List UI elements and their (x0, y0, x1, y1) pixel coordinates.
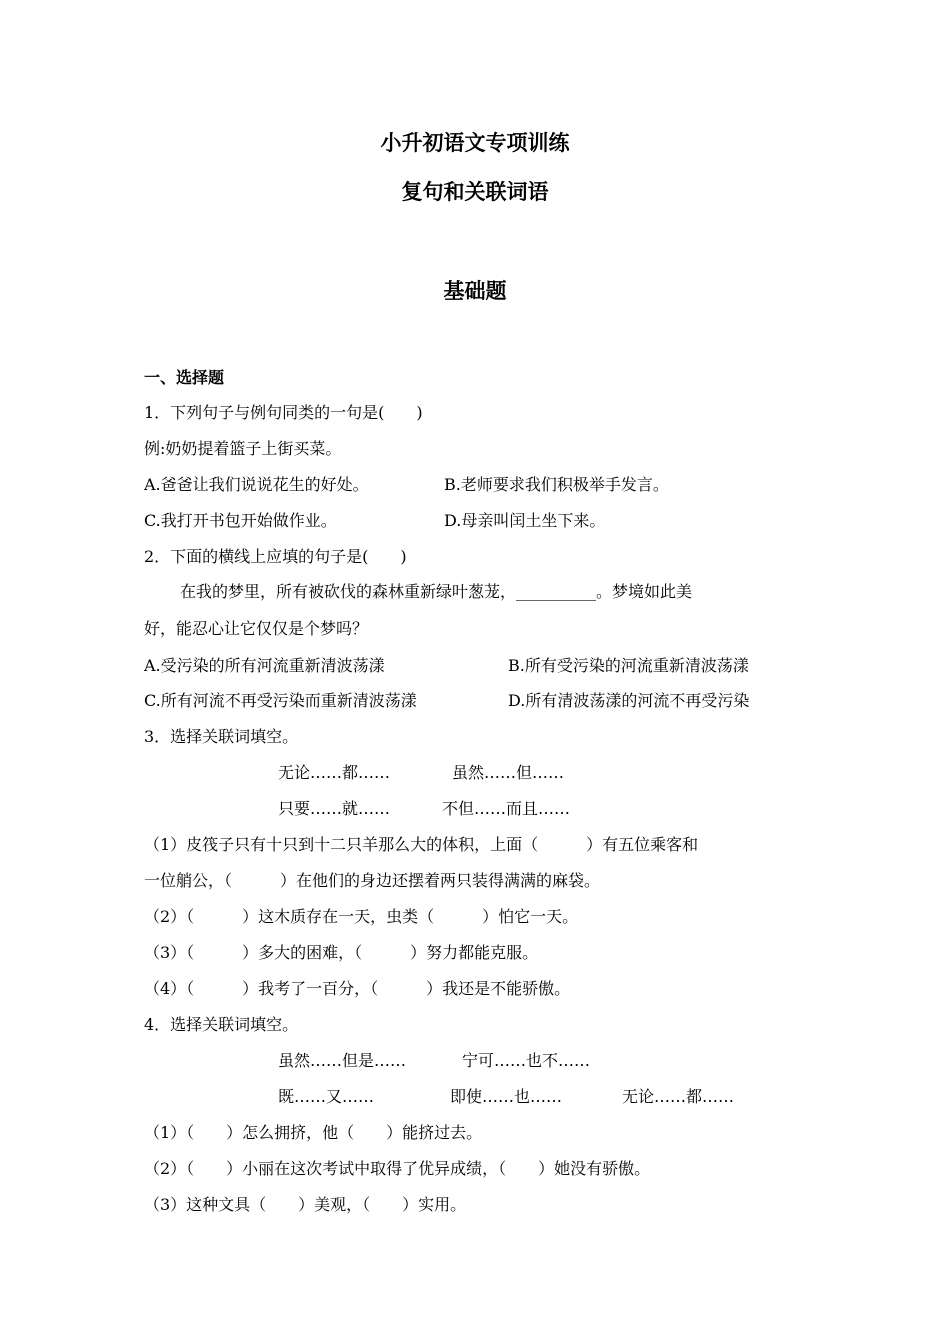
question-3-stem: 3．选择关联词填空。 (144, 727, 299, 746)
question-1-option-a: A.爸爸让我们说说花生的好处。 (144, 475, 369, 494)
question-3-sentence-4: （4）（ ）我考了一百分，（ ）我还是不能骄傲。 (144, 979, 571, 998)
question-1-option-b: B.老师要求我们积极举手发言。 (444, 475, 669, 494)
question-4-sentence-1: （1）（ ）怎么拥挤，他（ ）能挤过去。 (144, 1123, 483, 1142)
document-title: 小升初语文专项训练 (380, 131, 570, 155)
question-3-word-3: 只要……就…… (278, 799, 391, 818)
question-4-sentence-3: （3）这种文具（ ）美观，（ ）实用。 (144, 1195, 467, 1214)
question-3-sentence-3: （3）（ ）多大的困难，（ ）努力都能克服。 (144, 943, 539, 962)
question-1-example: 例:奶奶提着篮子上街买菜。 (144, 439, 342, 458)
question-1-stem: 1．下列句子与例句同类的一句是( ) (144, 403, 423, 422)
question-2-stem: 2．下面的横线上应填的句子是( ) (144, 547, 407, 566)
question-4-word-3: 既……又…… (278, 1087, 375, 1106)
question-3-sentence-1a: （1）皮筏子只有十只到十二只羊那么大的体积，上面（ ）有五位乘客和 (144, 835, 699, 854)
question-4-word-5: 无论……都…… (622, 1087, 735, 1106)
question-4-word-2: 宁可……也不…… (462, 1051, 591, 1070)
question-4-stem: 4．选择关联词填空。 (144, 1015, 299, 1034)
question-3-sentence-1b: 一位艄公，（ ）在他们的身边还摆着两只装得满满的麻袋。 (144, 871, 601, 890)
question-3-word-1: 无论……都…… (278, 763, 391, 782)
document-subtitle: 复句和关联词语 (401, 180, 549, 204)
question-2-option-c: C.所有河流不再受污染而重新清波荡漾 (144, 691, 417, 710)
difficulty-heading: 基础题 (443, 279, 507, 303)
question-1-option-d: D.母亲叫闰土坐下来。 (444, 511, 606, 530)
question-3-sentence-2: （2）（ ）这木质存在一天，虫类（ ）怕它一天。 (144, 907, 579, 926)
question-4-word-1: 虽然……但是…… (278, 1051, 407, 1070)
question-1-option-c: C.我打开书包开始做作业。 (144, 511, 337, 530)
question-3-word-2: 虽然……但…… (452, 763, 565, 782)
question-2-passage-line-2: 好，能忍心让它仅仅是个梦吗？ (144, 619, 369, 638)
question-2-option-d: D.所有清波荡漾的河流不再受污染 (508, 691, 750, 710)
question-3-word-4: 不但……而且…… (442, 799, 571, 818)
question-2-option-b: B.所有受污染的河流重新清波荡漾 (508, 656, 749, 675)
section-heading: 一、选择题 (144, 368, 225, 387)
question-4-sentence-2: （2）（ ）小丽在这次考试中取得了优异成绩，（ ）她没有骄傲。 (144, 1159, 651, 1178)
question-4-word-4: 即使……也…… (450, 1087, 563, 1106)
question-2-option-a: A.受污染的所有河流重新清波荡漾 (144, 656, 385, 675)
question-2-passage-line-1: 在我的梦里，所有被砍伐的森林重新绿叶葱茏，__________。梦境如此美 (180, 582, 693, 601)
